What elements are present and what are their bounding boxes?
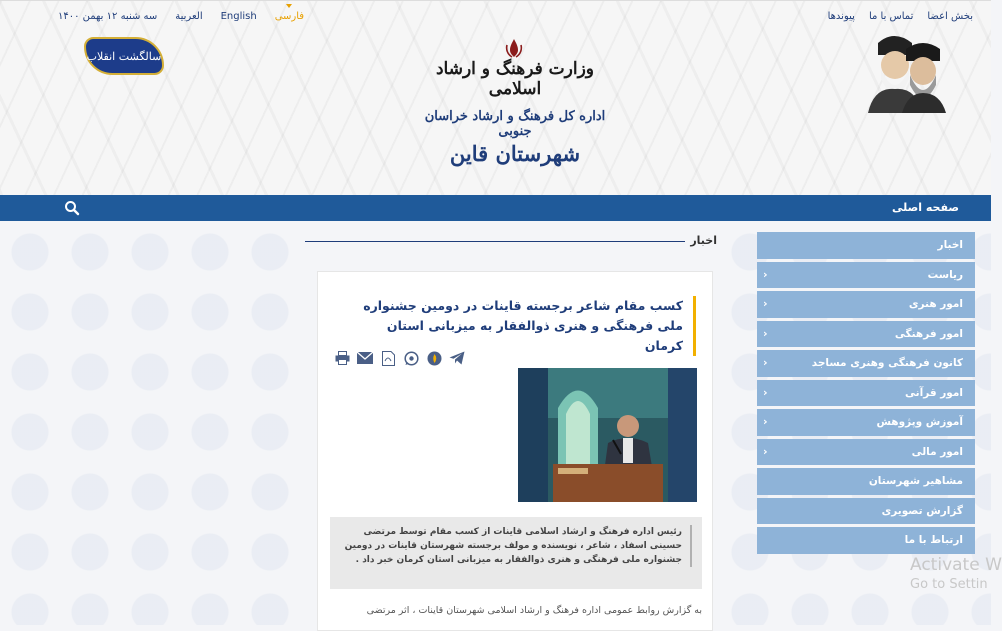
chevron-left-icon: ‹ (763, 444, 768, 458)
print-icon[interactable] (334, 350, 350, 366)
sidebar-item-education-research[interactable] (757, 409, 975, 436)
article-body-text: به گزارش روابط عمومی اداره فرهنگ و ارشاد اسلامی شهرستان قاینات ، اثر مرتضی (366, 605, 702, 616)
sidebar-item-label: آموزش وپژوهش (876, 416, 963, 429)
sidebar-item-quran-affairs[interactable] (757, 380, 975, 407)
top-link-members[interactable]: بخش اعضا (927, 11, 973, 22)
sidebar-item-news[interactable] (757, 232, 975, 259)
windows-activation-watermark (910, 555, 1002, 592)
sidebar-item-photo-report[interactable] (757, 498, 975, 525)
news-article-card (317, 271, 713, 631)
current-date: سه شنبه ۱۲ بهمن ۱۴۰۰ (58, 11, 158, 22)
chevron-left-icon: ‹ (763, 415, 768, 428)
article-headline[interactable]: کسب مقام شاعر برجسته قاینات در دومین جشنواره ملی فرهنگی و هنری ذوالفقار به میزبانی استان کرمان (356, 296, 696, 356)
section-title: اخبار (690, 234, 717, 247)
badge-text: سالگشت انقلاب (86, 49, 162, 63)
ministry-title: وزارت فرهنگ و ارشاد اسلامی (435, 59, 595, 99)
nav-home-link[interactable]: صفحه اصلی (892, 201, 959, 214)
chevron-left-icon: ‹ (763, 267, 768, 281)
iran-emblem-icon (503, 37, 525, 59)
sidebar-item-label: امور هنری (908, 298, 963, 311)
pdf-icon[interactable] (380, 350, 396, 366)
sidebar-item-label: ریاست (927, 268, 963, 281)
sidebar-item-label: اخبار (937, 239, 963, 252)
anniversary-badge-logo[interactable] (84, 37, 164, 75)
site-header (0, 0, 991, 195)
sidebar-item-label: مشاهیر شهرستان (868, 475, 963, 488)
lang-arabic[interactable]: العربية (175, 11, 203, 22)
email-icon[interactable] (357, 350, 373, 366)
sidebar-item-notables[interactable] (757, 468, 975, 495)
sidebar-item-label: امور مالی (911, 445, 963, 458)
sidebar-item-mosque-centers[interactable] (757, 350, 975, 377)
share-toolbar (334, 350, 465, 366)
watermark-line1: Activate W (910, 555, 1002, 575)
sidebar-item-cultural-affairs[interactable] (757, 321, 975, 348)
lang-english[interactable]: English (220, 11, 257, 22)
eitaa-icon[interactable] (426, 350, 442, 366)
sidebar-item-art-affairs[interactable] (757, 291, 975, 318)
department-title: اداره کل فرهنگ و ارشاد خراسان جنوبی (424, 109, 606, 139)
chevron-left-icon: ‹ (763, 356, 768, 369)
top-links (828, 11, 973, 22)
sidebar-item-label: ارتباط با ما (904, 534, 963, 547)
chevron-left-icon: ‹ (763, 297, 768, 310)
article-photo[interactable] (518, 368, 697, 502)
chevron-left-icon: ‹ (763, 326, 768, 340)
lang-farsi[interactable]: فارسی (274, 11, 305, 22)
sidebar-item-label: امور قرآنی (905, 386, 963, 399)
search-icon[interactable] (64, 200, 80, 216)
whatsapp-icon[interactable] (403, 350, 419, 366)
leaders-portrait-image (868, 31, 946, 113)
background-pattern-left (0, 222, 300, 625)
sidebar-item-contact[interactable] (757, 527, 975, 554)
article-lead-text: رئیس اداره فرهنگ و ارشاد اسلامی قاینات از کسب مقام توسط مرتضی حسینی اسفاد ، شاعر ، نویسنده و مولف برجسته شهرستان قاینات در دومین جشنواره ملی فرهنگی و هنری ذوالفقار به میزبانی استان کرمان خبر داد . (340, 525, 692, 567)
sidebar-menu (757, 232, 975, 554)
section-divider (305, 241, 685, 242)
city-title: شهرستان قاین (449, 141, 581, 166)
news-section-header (305, 232, 717, 252)
top-link-contact[interactable]: تماس با ما (868, 11, 914, 22)
watermark-line2: Go to Settin (910, 577, 988, 592)
telegram-icon[interactable] (449, 350, 465, 366)
sidebar-item-label: امور فرهنگی (894, 327, 963, 340)
sidebar-item-finance[interactable] (757, 439, 975, 466)
language-bar (58, 11, 304, 22)
sidebar-item-presidency[interactable] (757, 262, 975, 289)
sidebar-item-label: کانون فرهنگی وهنری مساجد (811, 357, 963, 370)
top-link-links[interactable]: پیوندها (827, 11, 855, 22)
article-lead-box (330, 517, 702, 589)
sidebar-item-label: گزارش تصویری (881, 504, 963, 517)
chevron-left-icon: ‹ (763, 385, 768, 399)
main-nav-bar (0, 195, 991, 221)
